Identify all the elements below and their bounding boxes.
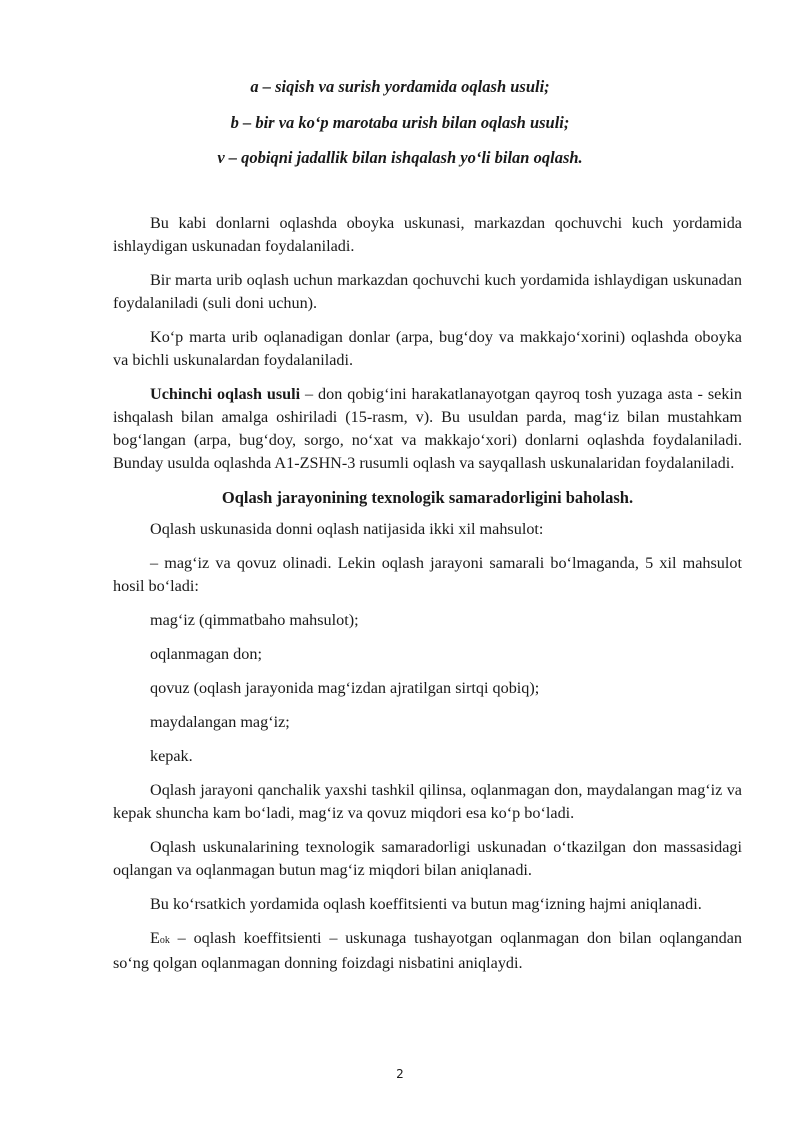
list-item: oqlanmagan don;: [150, 645, 262, 663]
list-item: maydalangan mag‘iz;: [150, 713, 290, 731]
list-item: qovuz (oqlash jarayonida mag‘izdan ajratilgan sirtqi qobiq);: [150, 679, 540, 697]
coefficient-subscript: ok: [159, 935, 170, 946]
figure-caption-v: v – qobiqni jadallik bilan ishqalash yo‘li bilan oqlash.: [217, 148, 583, 167]
paragraph: Bir marta urib oqlash uchun markazdan qochuvchi kuch yordamida ishlaydigan uskunadan foydalaniladi (suli doni uchun).: [113, 271, 742, 312]
list-item: mag‘iz (qimmatbaho mahsulot);: [150, 611, 359, 629]
figure-caption-b: b – bir va ko‘p marotaba urish bilan oqlash usuli;: [230, 113, 570, 132]
paragraph-text: – oqlash koeffitsienti – uskunaga tushayotgan oqlanmagan don bilan oqlangandan so‘ng qolgan oqlanmagan donning foizdagi nisbatini aniqlaydi.: [113, 929, 742, 972]
paragraph: Oqlash uskunalarining texnologik samaradorligi uskunadan o‘tkazilgan don massasidagi oqlangan va oqlanmagan butun mag‘iz miqdori bilan aniqlanadi.: [113, 838, 742, 879]
paragraph: Bu ko‘rsatkich yordamida oqlash koeffitsienti va butun mag‘izning hajmi aniqlanadi.: [150, 895, 702, 913]
page-number: 2: [396, 1067, 404, 1081]
paragraph-third-method: [113, 383, 742, 475]
coefficient-symbol: E: [150, 929, 160, 947]
paragraph: – mag‘iz va qovuz olinadi. Lekin oqlash jarayoni samarali bo‘lmaganda, 5 xil mahsulot hosil bo‘ladi:: [113, 554, 742, 595]
paragraph: Oqlash uskunasida donni oqlash natijasida ikki xil mahsulot:: [150, 520, 544, 538]
section-heading: Oqlash jarayonining texnologik samaradorligini baholash.: [221, 488, 634, 507]
paragraph: Ko‘p marta urib oqlanadigan donlar (arpa, bug‘doy va makkajo‘xorini) oqlashda oboyka va bichli uskunalardan foydalaniladi.: [113, 328, 742, 369]
body-text: [113, 212, 742, 986]
term-third-method: Uchinchi oqlash usuli: [150, 385, 301, 403]
paragraph-text: – don qobig‘ini harakatlanayotgan qayroq tosh yuzaga asta - sekin ishqalash bilan amalga oshiriladi (15-rasm, v). Bu usuldan parda, mag‘iz bilan mustahkam bog‘langan (arpa, bug‘doy, sorgo, no‘xat va makkajo‘xori) donlarni oqlashda foydalaniladi. Bunday usulda oqlashda A1-ZSHN-3 rusumli oqlash va sayqallash uskunalaridan foydalaniladi.: [113, 385, 742, 472]
list-item: kepak.: [150, 747, 193, 765]
figure-caption-a: a – siqish va surish yordamida oqlash usuli;: [250, 77, 550, 96]
paragraph-coefficient: [113, 927, 742, 975]
paragraph: Oqlash jarayoni qanchalik yaxshi tashkil qilinsa, oqlanmagan don, maydalangan mag‘iz va kepak shuncha kam bo‘ladi, mag‘iz va qovuz miqdori esa ko‘p bo‘ladi.: [113, 781, 742, 822]
paragraph: Bu kabi donlarni oqlashda oboyka uskunasi, markazdan qochuvchi kuch yordamida ishlaydigan uskunadan foydalaniladi.: [113, 214, 742, 255]
